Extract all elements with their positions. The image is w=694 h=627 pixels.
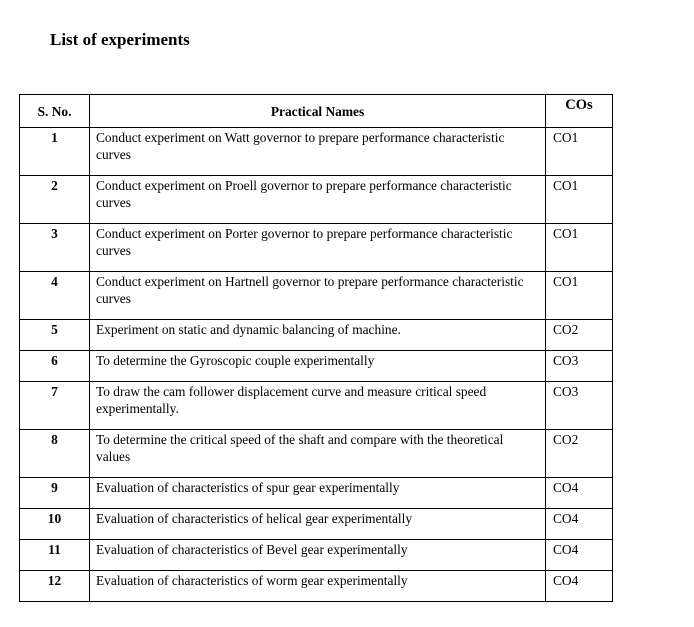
table-row <box>20 540 613 571</box>
table-header <box>20 95 613 128</box>
row-serial-number: 8 <box>20 430 90 478</box>
row-practical-name: Evaluation of characteristics of helical gear experimentally <box>90 509 546 540</box>
row-practical-name: Experiment on static and dynamic balancing of machine. <box>90 320 546 351</box>
table-row <box>20 320 613 351</box>
row-serial-number: 2 <box>20 176 90 224</box>
row-course-outcome: CO4 <box>546 478 613 509</box>
row-serial-number: 5 <box>20 320 90 351</box>
row-serial-number: 1 <box>20 128 90 176</box>
row-course-outcome: CO1 <box>546 128 613 176</box>
row-serial-number: 12 <box>20 571 90 602</box>
table-row <box>20 571 613 602</box>
row-practical-name: Conduct experiment on Porter governor to prepare performance characteristic curves <box>90 224 546 272</box>
row-course-outcome: CO2 <box>546 430 613 478</box>
row-practical-name: To draw the cam follower displacement curve and measure critical speed experimentally. <box>90 382 546 430</box>
row-serial-number: 11 <box>20 540 90 571</box>
experiments-table <box>19 94 613 602</box>
row-practical-name: Conduct experiment on Watt governor to prepare performance characteristic curves <box>90 128 546 176</box>
row-serial-number: 7 <box>20 382 90 430</box>
table-body <box>20 128 613 602</box>
header-serial-number: S. No. <box>20 95 90 128</box>
row-serial-number: 6 <box>20 351 90 382</box>
table-row <box>20 478 613 509</box>
row-course-outcome: CO3 <box>546 351 613 382</box>
row-course-outcome: CO4 <box>546 540 613 571</box>
header-cos: COs <box>546 95 613 128</box>
header-row <box>20 95 613 128</box>
row-practical-name: Conduct experiment on Proell governor to prepare performance characteristic curves <box>90 176 546 224</box>
table-row <box>20 176 613 224</box>
row-course-outcome: CO1 <box>546 176 613 224</box>
row-practical-name: Evaluation of characteristics of worm gear experimentally <box>90 571 546 602</box>
row-practical-name: Evaluation of characteristics of spur gear experimentally <box>90 478 546 509</box>
table-row <box>20 382 613 430</box>
row-course-outcome: CO1 <box>546 224 613 272</box>
row-practical-name: To determine the critical speed of the shaft and compare with the theoretical values <box>90 430 546 478</box>
row-course-outcome: CO2 <box>546 320 613 351</box>
header-practical-names: Practical Names <box>90 95 546 128</box>
row-serial-number: 3 <box>20 224 90 272</box>
table-row <box>20 272 613 320</box>
table-row <box>20 509 613 540</box>
row-course-outcome: CO4 <box>546 509 613 540</box>
table-row <box>20 224 613 272</box>
row-practical-name: Conduct experiment on Hartnell governor to prepare performance characteristic curves <box>90 272 546 320</box>
table-row <box>20 351 613 382</box>
row-serial-number: 10 <box>20 509 90 540</box>
table-row <box>20 128 613 176</box>
row-course-outcome: CO1 <box>546 272 613 320</box>
row-course-outcome: CO4 <box>546 571 613 602</box>
page-title: List of experiments <box>50 30 190 49</box>
row-practical-name: Evaluation of characteristics of Bevel gear experimentally <box>90 540 546 571</box>
row-course-outcome: CO3 <box>546 382 613 430</box>
row-serial-number: 4 <box>20 272 90 320</box>
table-row <box>20 430 613 478</box>
row-serial-number: 9 <box>20 478 90 509</box>
row-practical-name: To determine the Gyroscopic couple experimentally <box>90 351 546 382</box>
